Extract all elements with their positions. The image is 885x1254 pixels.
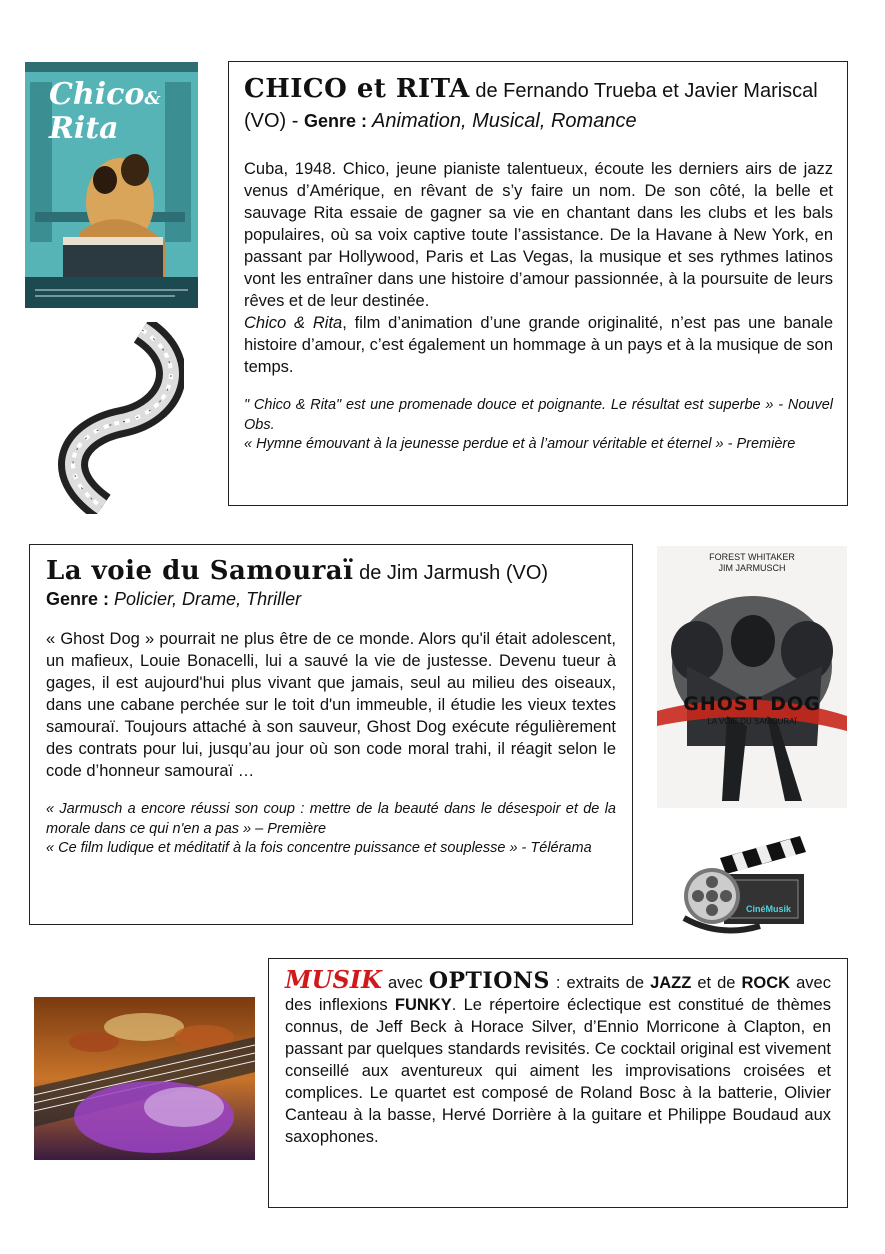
ghost-dog-subtitle-text: LA VOIE DU SAMOURAÏ (707, 717, 797, 726)
poster-title (49, 77, 161, 146)
ghost-dog-actor: FOREST WHITAKER (709, 552, 795, 562)
musik-text (285, 965, 831, 1148)
samourai-quote-premiere: « Jarmusch a encore réussi son coup : mettre de la beauté dans le désespoir et de la morale dans ce qui n'en a pas » – Première (46, 801, 616, 837)
samourai-genre-label: Genre : (46, 589, 115, 609)
chico-directors: de Fernando Trueba et Javier Mariscal (VO) - (244, 80, 818, 132)
chico-review (244, 312, 833, 378)
chico-title-block (244, 74, 833, 136)
cinemusik-clapper (680, 828, 810, 938)
musik-box (268, 958, 848, 1208)
ghost-dog-subtitle (657, 717, 847, 726)
chico-title: CHICO et RITA (244, 74, 470, 104)
musik-word: MUSIK (285, 965, 382, 994)
chico-synopsis: Cuba, 1948. Chico, jeune pianiste talentueux, écoute les derniers airs de jazz venus d’Amérique, en rêvant de s’y faire un nom. De son côté, la belle et sauvage Rita essaie de gagner sa vie en chantant dans les clubs et les bals populaires, où sa voix captive toute l’assistance. De la Havane à New York, en passant par Hollywood, Paris et Las Vegas, la musique et ses rythmes latinos vont les entraîner dans une histoire d’amour passionnée, à la poursuite de leurs rêves et de leur destinée. (244, 160, 833, 310)
poster-title-line1: Chico (49, 77, 145, 112)
samourai-genre (46, 587, 616, 611)
musik-t2: et de (691, 974, 742, 992)
chico-rita-box (228, 61, 848, 506)
ghost-dog-poster (657, 546, 847, 808)
samourai-director: de Jim Jarmush (VO) (353, 562, 549, 584)
film-reel-image (42, 322, 184, 514)
poster-amp: & (144, 88, 161, 109)
musik-t4: . Le répertoire éclectique est constitué de thèmes connus, de Jeff Beck à Horace Silver, d’Ennio Morricone à Clapton, en passant par quelques standards revisités. Ce cocktail original est vivement conseillé aux aventureux qui aiment les improvisations croisées et complices. Le quartet est composé de Roland Bosc à la batterie, Olivier Canteau à la basse, Hervé Dorrière à la guitare et Philippe Boudaud aux saxophones. (285, 996, 831, 1146)
samourai-title: La voie du Samouraï (46, 556, 354, 586)
musik-t1: : extraits de (549, 974, 651, 992)
musik-funky: FUNKY (394, 996, 452, 1014)
chico-review-text: , film d’animation d’une grande originalité, n’est pas une banale histoire d’amour, c’est également un hommage à un pays et à la musique de son temps. (244, 314, 833, 376)
samourai-quote-telerama: « Ce film ludique et méditatif à la fois concentre puissance et souplesse » - Télérama (46, 840, 592, 856)
cinemusik-label: CinéMusik (746, 904, 792, 914)
musik-avec: avec (381, 974, 429, 992)
samourai-genre-value: Policier, Drame, Thriller (114, 589, 302, 609)
ghost-dog-title (657, 693, 847, 715)
chico-rita-poster (25, 62, 198, 308)
samourai-synopsis: « Ghost Dog » pourrait ne plus être de ce monde. Alors qu'il était adolescent, un mafieux, Louie Bonacelli, lui a sauvé la vie de justesse. Devenu tueur à gages, il est aujourd'hui plus vivant que jamais, seul au milieu des oiseaux, dans une cabane perchée sur le toit d'un immeuble, il étudie les vieux textes samouraï. Toujours attaché à son sauveur, Ghost Dog exécute régulièrement des contrats pour lui, jusqu’au jour où son code moral trahi, il réagit selon le code d’honneur samouraï … (46, 630, 616, 780)
ghost-dog-credit-top (657, 552, 847, 574)
guitar-drums-image (34, 997, 255, 1160)
musik-rock: ROCK (741, 974, 791, 992)
chico-quote-premiere: « Hymne émouvant à la jeunesse perdue et à l’amour véritable et éternel » - Première (244, 436, 796, 452)
ghost-dog-title-text: GHOST DOG (683, 693, 821, 715)
samourai-title-block (46, 557, 616, 587)
chico-review-title: Chico & Rita (244, 314, 343, 332)
chico-quote-nouvelobs: " Chico & Rita" est une promenade douce et poignante. Le résultat est superbe » - Nouvel Obs. (244, 397, 833, 433)
chico-genre-value: Animation, Musical, Romance (372, 110, 637, 132)
musik-jazz: JAZZ (650, 974, 692, 992)
samourai-box (29, 544, 633, 925)
musik-t3: avec des inflexions (285, 974, 831, 1014)
chico-genre-label: Genre : (304, 111, 373, 131)
ghost-dog-director: JIM JARMUSCH (718, 563, 786, 573)
musik-options: OPTIONS (428, 968, 550, 994)
poster-title-line2: Rita (49, 111, 119, 146)
